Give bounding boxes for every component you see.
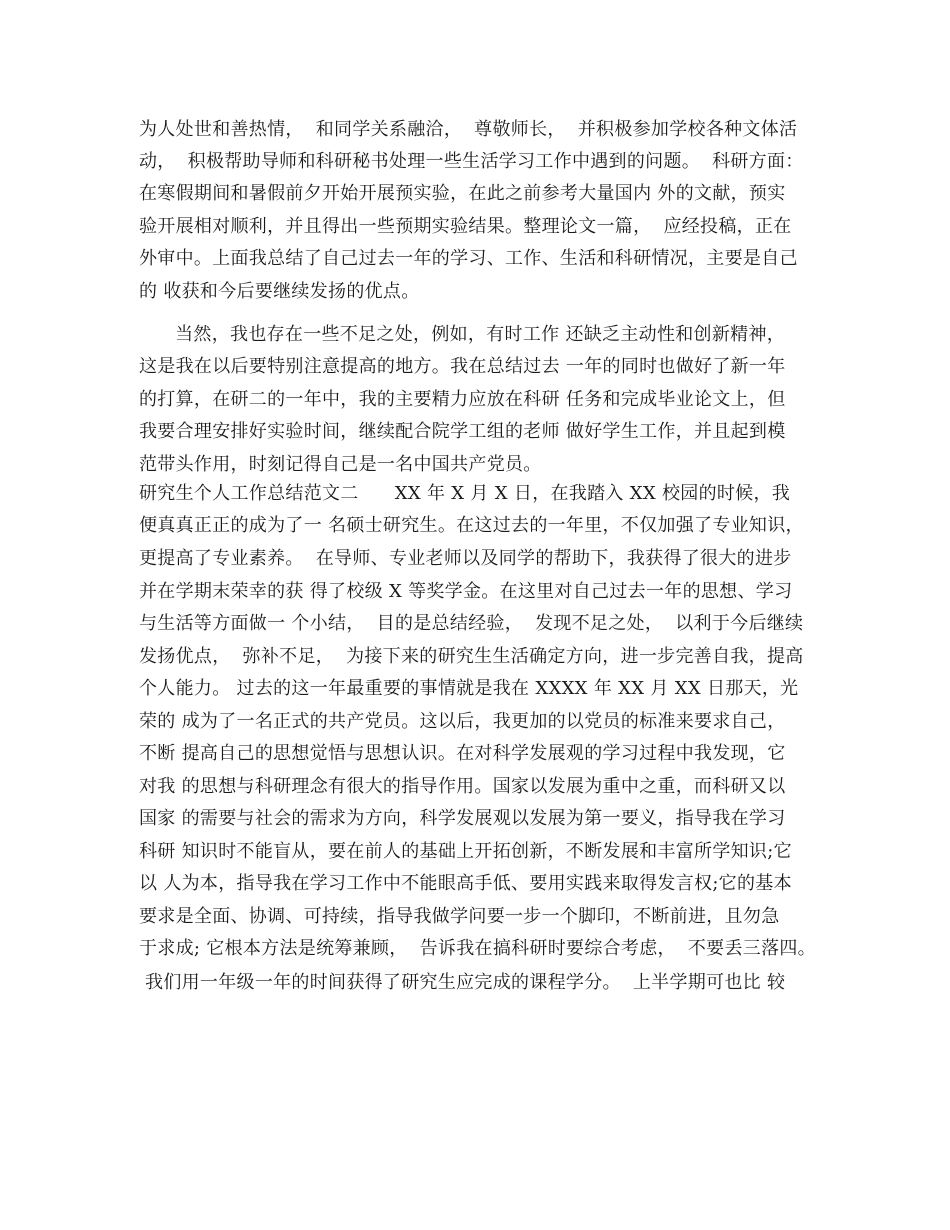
text-line: 的打算，在研二的一年中，我的主要精力应放在科研 任务和完成毕业论文上，但	[139, 389, 786, 410]
text-line: 我要合理安排好实验时间，继续配合院学工组的老师 做好学生工作，并且起到模	[139, 421, 786, 442]
text-line: 外审中。上面我总结了自己过去一年的学习、工作、生活和科研情况，主要是自己	[139, 248, 798, 269]
text-line: 范带头作用，时刻记得自己是一名中国共产党员。	[139, 454, 542, 475]
text-line: 科研 知识时不能盲从，要在前人的基础上开拓创新，不断发展和丰富所学知识;它	[139, 841, 792, 862]
text-line: 动， 积极帮助导师和科研秘书处理一些生活学习工作中遇到的问题。 科研方面：	[139, 151, 804, 172]
text-line: 荣的 成为了一名正式的共产党员。这以后，我更加的以党员的标准来要求自己，	[139, 711, 786, 732]
text-line: 验开展相对顺利，并且得出一些预期实验结果。整理论文一篇， 应经投稿，正在	[139, 216, 792, 237]
text-line: 在寒假期间和暑假前夕开始开展预实验，在此之前参考大量国内 外的文献，预实	[139, 183, 786, 204]
text-line: 这是我在以后要特别注意提高的地方。我在总结过去 一年的同时也做好了新一年	[139, 356, 786, 377]
text-line: 发扬优点， 弥补不足， 为接下来的研究生生活确定方向，进一步完善自我，提高	[139, 646, 804, 667]
text-line: 便真真正正的成为了一 名硕士研究生。在这过去的一年里，不仅加强了专业知识，	[139, 515, 804, 536]
text-line: 个人能力。 过去的这一年最重要的事情就是我在 XXXX 年 XX 月 XX 日那天，光	[139, 678, 799, 699]
text-line: 以 人为本，指导我在学习工作中不能眼高手低、要用实践来取得发言权;它的基本	[139, 873, 792, 894]
text-line: 更提高了专业素养。 在导师、专业老师以及同学的帮助下，我获得了很大的进步	[139, 548, 792, 569]
text-line: 不断 提高自己的思想觉悟与思想认识。在对科学发展观的学习过程中我发现，它	[139, 743, 786, 764]
text-line: 与生活等方面做一 个小结， 目的是总结经验， 发现不足之处， 以利于今后继续	[139, 613, 804, 634]
text-line: 对我 的思想与科研理念有很大的指导作用。国家以发展为重中之重，而科研又以	[139, 776, 786, 797]
text-line: 为人处世和善热情， 和同学关系融洽， 尊敬师长， 并积极参加学校各种文体活	[139, 119, 798, 140]
text-line: 国家 的需要与社会的需求为方向，科学发展观以发展为第一要义，指导我在学习	[139, 808, 786, 829]
text-line: 要求是全面、协调、可持续，指导我做学问要一步一个脚印，不断前进，且勿急	[139, 906, 780, 927]
text-line: 我们用一年级一年的时间获得了研究生应完成的课程学分。 上半学期可也比 较	[139, 972, 786, 993]
text-line: 当然，我也存在一些不足之处，例如，有时工作 还缺乏主动性和创新精神，	[139, 324, 786, 345]
text-line: 研究生个人工作总结范文二 XX 年 X 月 X 日，在我踏入 XX 校园的时候，我	[139, 483, 791, 504]
text-line: 并在学期末荣幸的获 得了校级 X 等奖学金。在这里对自己过去一年的思想、学习	[139, 581, 793, 602]
text-line: 于求成; 它根本方法是统筹兼顾， 告诉我在搞科研时要综合考虑， 不要丢三落四。	[139, 938, 816, 959]
text-line: 的 收获和今后要继续发扬的优点。	[139, 281, 420, 302]
